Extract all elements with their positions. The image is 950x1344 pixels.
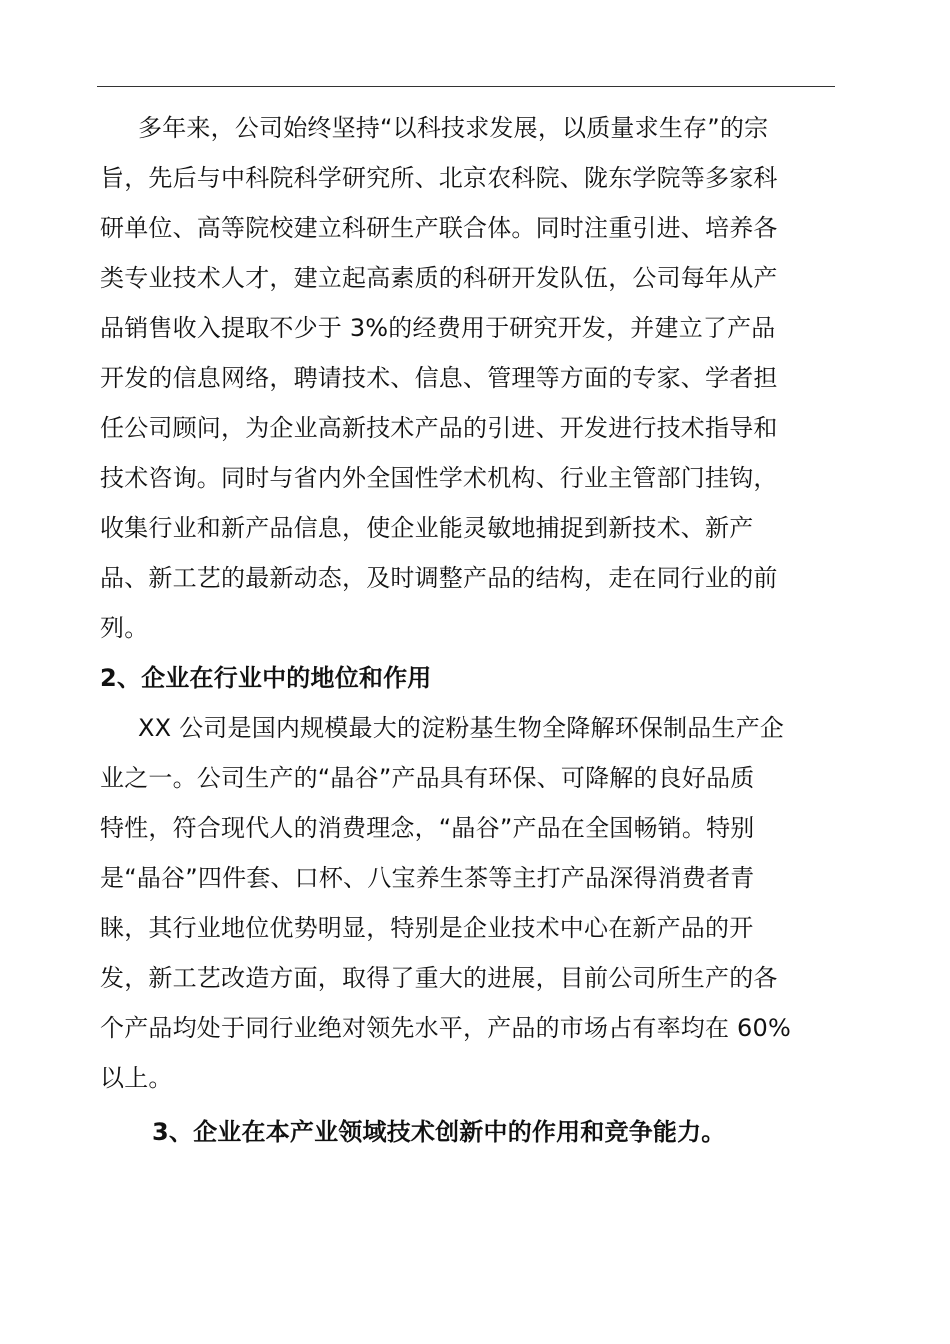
text-line: 是“晶谷”四件套、口杯、八宝养生茶等主打产品深得消费者青 (100, 864, 755, 892)
text-line: 多年来，公司始终坚持“以科技求发展，以质量求生存”的宗 (138, 114, 769, 142)
text-line: 技术咨询。同时与省内外全国性学术机构、行业主管部门挂钩， (100, 464, 778, 492)
text-line: 品销售收入提取不少于 3%的经费用于研究开发，并建立了产品 (100, 314, 776, 342)
text-line: XX 公司是国内规模最大的淀粉基生物全降解环保制品生产企 (138, 714, 785, 742)
text-line: 个产品均处于同行业绝对领先水平，产品的市场占有率均在 60% (100, 1014, 791, 1042)
section-heading-2: 2、企业在行业中的地位和作用 (100, 664, 432, 692)
text-line: 开发的信息网络，聘请技术、信息、管理等方面的专家、学者担 (100, 364, 778, 392)
text-line: 睐，其行业地位优势明显，特别是企业技术中心在新产品的开 (100, 914, 754, 942)
text-line: 旨，先后与中科院科学研究所、北京农科院、陇东学院等多家科 (100, 164, 778, 192)
text-line: 任公司顾问，为企业高新技术产品的引进、开发进行技术指导和 (100, 414, 778, 442)
paragraph-2 (100, 703, 835, 1103)
text-line: 研单位、高等院校建立科研生产联合体。同时注重引进、培养各 (100, 214, 778, 242)
paragraph-1 (100, 103, 835, 653)
document-body (100, 103, 835, 1157)
text-line: 以上。 (100, 1064, 173, 1092)
text-line: 业之一。公司生产的“晶谷”产品具有环保、可降解的良好品质 (100, 764, 755, 792)
text-line: 发，新工艺改造方面，取得了重大的进展，目前公司所生产的各 (100, 964, 778, 992)
text-line: 特性，符合现代人的消费理念，“晶谷”产品在全国畅销。特别 (100, 814, 755, 842)
text-line: 收集行业和新产品信息，使企业能灵敏地捕捉到新技术、新产 (100, 514, 754, 542)
text-line: 类专业技术人才，建立起高素质的科研开发队伍，公司每年从产 (100, 264, 778, 292)
section-heading-3: 3、企业在本产业领域技术创新中的作用和竞争能力。 (152, 1118, 726, 1146)
text-line: 品、新工艺的最新动态，及时调整产品的结构，走在同行业的前 (100, 564, 778, 592)
header-rule (97, 86, 835, 87)
text-line: 列。 (100, 614, 149, 642)
